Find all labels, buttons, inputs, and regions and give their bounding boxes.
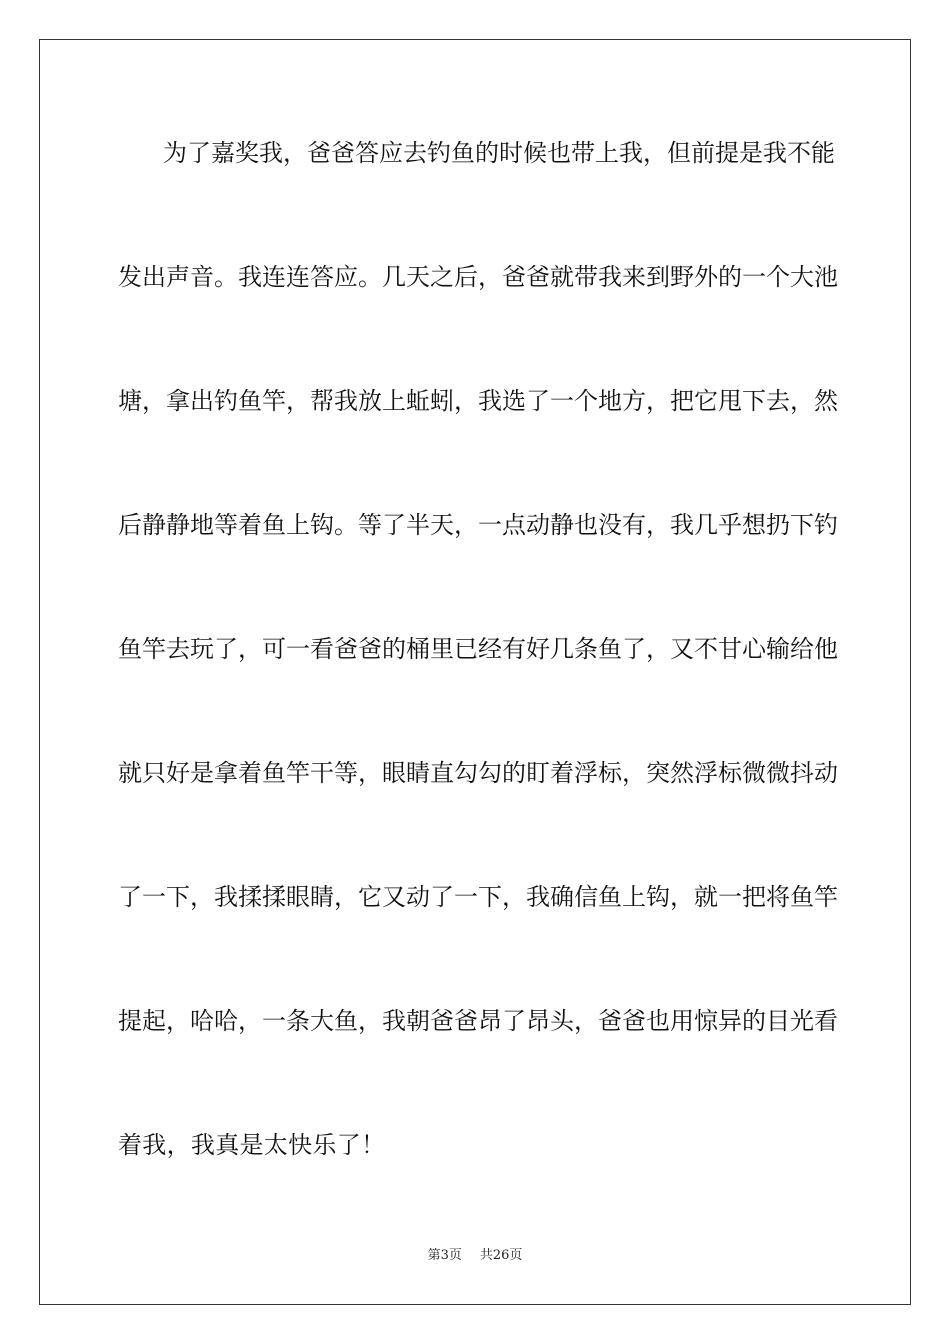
- page-border: [39, 39, 911, 1305]
- paragraph-line: 了一下，我揉揉眼睛，它又动了一下，我确信鱼上钩，就一把将鱼竿: [118, 883, 838, 911]
- paragraph-line: 鱼竿去玩了，可一看爸爸的桶里已经有好几条鱼了，又不甘心输给他: [118, 635, 838, 663]
- paragraph-line: 为了嘉奖我，爸爸答应去钓鱼的时候也带上我，但前提是我不能: [163, 139, 835, 167]
- paragraph-line: 就只好是拿着鱼竿干等，眼睛直勾勾的盯着浮标，突然浮标微微抖动: [118, 759, 838, 787]
- paragraph-line: 后静静地等着鱼上钩。等了半天，一点动静也没有，我几乎想扔下钓: [118, 511, 838, 539]
- paragraph-line: 提起，哈哈，一条大鱼，我朝爸爸昂了昂头，爸爸也用惊异的目光看: [118, 1007, 838, 1035]
- paragraph-line: 塘，拿出钓鱼竿，帮我放上蚯蚓，我选了一个地方，把它甩下去，然: [118, 387, 838, 415]
- page-number: 第3页: [427, 1248, 462, 1263]
- paragraph-line: 着我，我真是太快乐了！: [118, 1131, 386, 1159]
- page-footer: [0, 1247, 950, 1265]
- paragraph-line: 发出声音。我连连答应。几天之后，爸爸就带我来到野外的一个大池: [118, 263, 838, 291]
- page-total: 共26页: [479, 1248, 523, 1263]
